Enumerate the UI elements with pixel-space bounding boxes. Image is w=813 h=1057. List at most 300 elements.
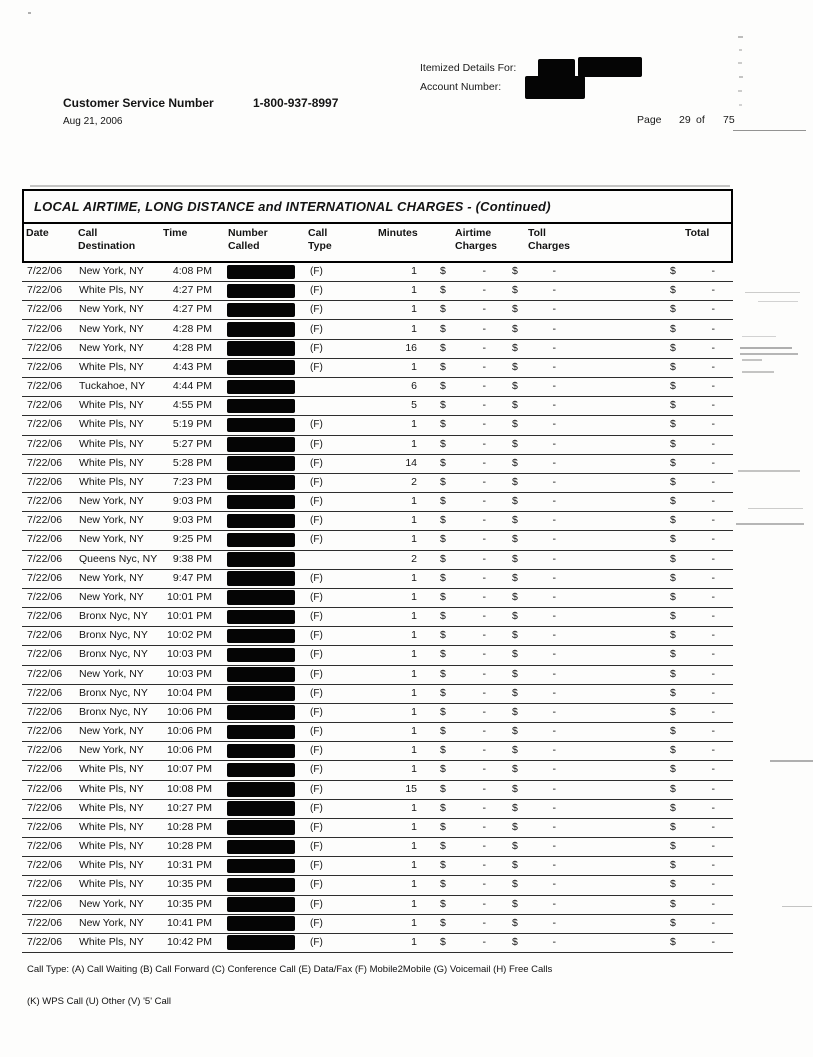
page-number: 29 — [679, 114, 691, 126]
row-total-currency: $ — [670, 610, 676, 623]
row-minutes: 16 — [405, 341, 417, 354]
row-date: 7/22/06 — [27, 801, 63, 814]
row-total-currency: $ — [670, 667, 676, 680]
row-toll-currency: $ — [512, 897, 518, 910]
row-toll-currency: $ — [512, 284, 518, 297]
row-airtime-currency: $ — [440, 341, 446, 354]
table-row — [22, 378, 733, 397]
row-date: 7/22/06 — [27, 897, 63, 910]
row-total-amount: - — [711, 360, 715, 373]
row-total-amount: - — [711, 916, 715, 929]
scan-tick — [738, 90, 742, 92]
table-column-headers — [24, 224, 731, 260]
row-total-amount: - — [711, 380, 715, 393]
row-total-currency: $ — [670, 533, 676, 546]
row-airtime-amount: - — [482, 590, 486, 603]
row-call-type: (F) — [310, 917, 323, 929]
scan-mark — [738, 470, 800, 472]
row-total-currency: $ — [670, 495, 676, 508]
table-row — [22, 455, 733, 474]
row-time: 10:08 PM — [167, 782, 212, 795]
row-total-amount: - — [711, 782, 715, 795]
row-call-destination: New York, NY — [79, 725, 144, 738]
row-call-destination: White Pls, NY — [79, 859, 144, 872]
col-header-airtime-charges: Airtime Charges — [455, 227, 498, 252]
col-header-minutes: Minutes — [378, 227, 418, 239]
redaction-box-number-called — [227, 552, 295, 567]
scan-mark — [770, 760, 813, 762]
row-airtime-amount: - — [482, 437, 486, 450]
table-row — [22, 800, 733, 819]
row-call-type: (F) — [310, 668, 323, 680]
row-airtime-currency: $ — [440, 648, 446, 661]
row-call-type: (F) — [310, 841, 323, 853]
table-row — [22, 416, 733, 435]
row-toll-amount: - — [552, 571, 556, 584]
row-call-destination: New York, NY — [79, 744, 144, 757]
row-date: 7/22/06 — [27, 418, 63, 431]
row-call-destination: White Pls, NY — [79, 360, 144, 373]
table-row — [22, 474, 733, 493]
redaction-box-number-called — [227, 380, 295, 395]
row-total-currency: $ — [670, 686, 676, 699]
row-airtime-currency: $ — [440, 859, 446, 872]
row-time: 10:42 PM — [167, 935, 212, 948]
row-toll-currency: $ — [512, 782, 518, 795]
row-minutes: 15 — [405, 782, 417, 795]
row-call-type: (F) — [310, 591, 323, 603]
row-total-amount: - — [711, 667, 715, 680]
row-airtime-currency: $ — [440, 820, 446, 833]
row-date: 7/22/06 — [27, 341, 63, 354]
row-date: 7/22/06 — [27, 859, 63, 872]
row-total-currency: $ — [670, 629, 676, 642]
row-airtime-currency: $ — [440, 590, 446, 603]
row-toll-amount: - — [552, 533, 556, 546]
row-total-currency: $ — [670, 840, 676, 853]
row-toll-amount: - — [552, 322, 556, 335]
row-airtime-amount: - — [482, 725, 486, 738]
row-toll-currency: $ — [512, 590, 518, 603]
row-time: 7:23 PM — [172, 475, 212, 488]
row-total-currency: $ — [670, 322, 676, 335]
row-minutes: 1 — [411, 284, 417, 297]
account-number-label: Account Number: — [420, 81, 502, 93]
redaction-box-number-called — [227, 418, 295, 433]
table-row — [22, 666, 733, 685]
row-airtime-amount: - — [482, 648, 486, 661]
row-toll-currency: $ — [512, 820, 518, 833]
table-row — [22, 321, 733, 340]
row-date: 7/22/06 — [27, 303, 63, 316]
row-toll-currency: $ — [512, 475, 518, 488]
row-call-type: (F) — [310, 879, 323, 891]
row-call-destination: New York, NY — [79, 590, 144, 603]
row-minutes: 1 — [411, 648, 417, 661]
redaction-box-number-called — [227, 437, 295, 452]
row-total-currency: $ — [670, 859, 676, 872]
row-minutes: 1 — [411, 878, 417, 891]
row-toll-amount: - — [552, 744, 556, 757]
call-type-legend-line2: (K) WPS Call (U) Other (V) '5' Call — [27, 996, 172, 1007]
row-date: 7/22/06 — [27, 878, 63, 891]
row-time: 5:19 PM — [172, 418, 212, 431]
row-airtime-currency: $ — [440, 399, 446, 412]
row-airtime-currency: $ — [440, 686, 446, 699]
table-rows — [22, 263, 733, 955]
row-toll-amount: - — [552, 629, 556, 642]
row-total-currency: $ — [670, 763, 676, 776]
page-label: Page — [637, 114, 662, 126]
row-airtime-currency: $ — [440, 495, 446, 508]
row-total-amount: - — [711, 705, 715, 718]
row-total-amount: - — [711, 456, 715, 469]
row-total-currency: $ — [670, 514, 676, 527]
row-call-type: (F) — [310, 783, 323, 795]
row-total-amount: - — [711, 590, 715, 603]
row-toll-amount: - — [552, 610, 556, 623]
row-toll-currency: $ — [512, 456, 518, 469]
row-call-destination: White Pls, NY — [79, 399, 144, 412]
scan-tick — [739, 104, 742, 106]
row-total-amount: - — [711, 533, 715, 546]
row-total-currency: $ — [670, 418, 676, 431]
row-airtime-currency: $ — [440, 265, 446, 277]
row-total-amount: - — [711, 399, 715, 412]
row-total-currency: $ — [670, 820, 676, 833]
row-call-type: (F) — [310, 457, 323, 469]
row-minutes: 1 — [411, 705, 417, 718]
row-toll-amount: - — [552, 265, 556, 277]
row-call-type: (F) — [310, 266, 323, 277]
redaction-box-number-called — [227, 935, 295, 950]
row-airtime-amount: - — [482, 744, 486, 757]
row-toll-currency: $ — [512, 303, 518, 316]
row-minutes: 2 — [411, 475, 417, 488]
row-call-destination: New York, NY — [79, 897, 144, 910]
row-minutes: 1 — [411, 916, 417, 929]
row-total-amount: - — [711, 686, 715, 699]
table-row — [22, 589, 733, 608]
row-call-destination: New York, NY — [79, 667, 144, 680]
row-date: 7/22/06 — [27, 495, 63, 508]
row-total-currency: $ — [670, 648, 676, 661]
row-toll-currency: $ — [512, 341, 518, 354]
table-row — [22, 704, 733, 723]
row-toll-amount: - — [552, 437, 556, 450]
row-toll-currency: $ — [512, 514, 518, 527]
row-total-amount: - — [711, 303, 715, 316]
scan-mark — [740, 347, 792, 349]
table-row — [22, 570, 733, 589]
row-time: 4:55 PM — [172, 399, 212, 412]
table-row — [22, 857, 733, 876]
row-time: 4:28 PM — [172, 322, 212, 335]
row-toll-amount: - — [552, 820, 556, 833]
row-airtime-currency: $ — [440, 437, 446, 450]
row-call-type: (F) — [310, 821, 323, 833]
row-call-type: (F) — [310, 285, 323, 297]
row-total-currency: $ — [670, 475, 676, 488]
row-call-destination: White Pls, NY — [79, 456, 144, 469]
row-toll-amount: - — [552, 897, 556, 910]
row-total-amount: - — [711, 610, 715, 623]
row-airtime-currency: $ — [440, 456, 446, 469]
row-toll-currency: $ — [512, 878, 518, 891]
row-toll-amount: - — [552, 514, 556, 527]
redaction-box-number-called — [227, 514, 295, 529]
row-date: 7/22/06 — [27, 629, 63, 642]
row-time: 10:41 PM — [167, 916, 212, 929]
row-call-destination: White Pls, NY — [79, 935, 144, 948]
row-call-type: (F) — [310, 304, 323, 316]
scan-mark — [758, 301, 798, 302]
row-airtime-currency: $ — [440, 629, 446, 642]
redaction-box-number-called — [227, 322, 295, 337]
row-airtime-amount: - — [482, 629, 486, 642]
row-minutes: 1 — [411, 514, 417, 527]
row-toll-currency: $ — [512, 648, 518, 661]
row-call-destination: White Pls, NY — [79, 284, 144, 297]
row-call-type: (F) — [310, 515, 323, 527]
redaction-box-number-called — [227, 705, 295, 720]
row-date: 7/22/06 — [27, 763, 63, 776]
redaction-box-number-called — [227, 686, 295, 701]
row-toll-currency: $ — [512, 916, 518, 929]
table-row — [22, 397, 733, 416]
col-header-toll-charges: Toll Charges — [528, 227, 571, 252]
row-time: 9:38 PM — [172, 552, 212, 565]
row-toll-currency: $ — [512, 265, 518, 277]
row-airtime-currency: $ — [440, 360, 446, 373]
row-total-amount: - — [711, 935, 715, 948]
row-call-type: (F) — [310, 572, 323, 584]
row-airtime-amount: - — [482, 878, 486, 891]
row-toll-amount: - — [552, 341, 556, 354]
row-time: 5:27 PM — [172, 437, 212, 450]
row-time: 10:27 PM — [167, 801, 212, 814]
row-minutes: 1 — [411, 686, 417, 699]
row-total-currency: $ — [670, 303, 676, 316]
row-date: 7/22/06 — [27, 380, 63, 393]
col-header-time: Time — [163, 227, 188, 239]
col-header-total: Total — [685, 227, 710, 239]
row-date: 7/22/06 — [27, 399, 63, 412]
row-airtime-currency: $ — [440, 571, 446, 584]
table-header-box — [22, 189, 733, 263]
row-time: 10:06 PM — [167, 705, 212, 718]
redaction-box-number-called — [227, 456, 295, 471]
row-minutes: 1 — [411, 303, 417, 316]
page-total: 75 — [723, 114, 735, 126]
redaction-box-number-called — [227, 590, 295, 605]
col-header-date: Date — [26, 227, 49, 239]
row-call-destination: New York, NY — [79, 322, 144, 335]
row-date: 7/22/06 — [27, 840, 63, 853]
redaction-box-number-called — [227, 571, 295, 586]
row-toll-amount: - — [552, 648, 556, 661]
row-minutes: 2 — [411, 552, 417, 565]
row-total-currency: $ — [670, 916, 676, 929]
row-airtime-currency: $ — [440, 763, 446, 776]
row-date: 7/22/06 — [27, 552, 63, 565]
row-date: 7/22/06 — [27, 820, 63, 833]
row-total-amount: - — [711, 763, 715, 776]
row-total-amount: - — [711, 859, 715, 872]
row-total-amount: - — [711, 437, 715, 450]
row-toll-currency: $ — [512, 610, 518, 623]
row-airtime-amount: - — [482, 763, 486, 776]
row-total-currency: $ — [670, 801, 676, 814]
row-time: 10:02 PM — [167, 629, 212, 642]
row-airtime-currency: $ — [440, 705, 446, 718]
row-toll-currency: $ — [512, 552, 518, 565]
row-total-amount: - — [711, 629, 715, 642]
row-date: 7/22/06 — [27, 744, 63, 757]
row-minutes: 1 — [411, 629, 417, 642]
col-header-number-called: Number Called — [228, 227, 268, 252]
table-row — [22, 915, 733, 934]
row-toll-amount: - — [552, 475, 556, 488]
row-total-currency: $ — [670, 725, 676, 738]
row-total-amount: - — [711, 801, 715, 814]
scan-mark — [742, 359, 762, 361]
row-minutes: 1 — [411, 418, 417, 431]
row-toll-amount: - — [552, 303, 556, 316]
redaction-box-number-called — [227, 284, 295, 299]
redaction-box-number-called — [227, 629, 295, 644]
row-date: 7/22/06 — [27, 705, 63, 718]
row-time: 10:03 PM — [167, 648, 212, 661]
row-call-type: (F) — [310, 764, 323, 776]
row-toll-currency: $ — [512, 744, 518, 757]
table-row — [22, 781, 733, 800]
table-row — [22, 493, 733, 512]
row-date: 7/22/06 — [27, 514, 63, 527]
row-airtime-amount: - — [482, 360, 486, 373]
row-total-amount: - — [711, 341, 715, 354]
col-header-destination: Call Destination — [78, 227, 136, 252]
row-date: 7/22/06 — [27, 590, 63, 603]
row-minutes: 1 — [411, 571, 417, 584]
row-airtime-amount: - — [482, 514, 486, 527]
row-airtime-amount: - — [482, 341, 486, 354]
row-call-destination: New York, NY — [79, 571, 144, 584]
row-call-type: (F) — [310, 936, 323, 948]
scan-mark — [736, 523, 804, 525]
table-row — [22, 896, 733, 915]
row-date: 7/22/06 — [27, 322, 63, 335]
row-minutes: 1 — [411, 495, 417, 508]
row-total-amount: - — [711, 840, 715, 853]
row-airtime-amount: - — [482, 610, 486, 623]
row-date: 7/22/06 — [27, 265, 63, 277]
row-total-currency: $ — [670, 935, 676, 948]
row-toll-amount: - — [552, 360, 556, 373]
row-minutes: 1 — [411, 859, 417, 872]
row-call-type: (F) — [310, 802, 323, 814]
scan-mark — [745, 292, 800, 293]
row-minutes: 14 — [405, 456, 417, 469]
row-airtime-currency: $ — [440, 801, 446, 814]
row-time: 10:03 PM — [167, 667, 212, 680]
row-minutes: 1 — [411, 725, 417, 738]
row-call-destination: New York, NY — [79, 514, 144, 527]
row-call-type: (F) — [310, 611, 323, 623]
row-call-type: (F) — [310, 438, 323, 450]
row-time: 4:28 PM — [172, 341, 212, 354]
table-row — [22, 301, 733, 320]
row-toll-amount: - — [552, 399, 556, 412]
row-toll-amount: - — [552, 284, 556, 297]
row-total-currency: $ — [670, 341, 676, 354]
table-row — [22, 282, 733, 301]
redaction-box-number-called — [227, 341, 295, 356]
table-row — [22, 838, 733, 857]
row-toll-amount: - — [552, 916, 556, 929]
row-toll-currency: $ — [512, 571, 518, 584]
row-time: 9:47 PM — [172, 571, 212, 584]
row-call-destination: Bronx Nyc, NY — [79, 610, 148, 623]
redaction-box-number-called — [227, 897, 295, 912]
row-toll-amount: - — [552, 686, 556, 699]
row-date: 7/22/06 — [27, 610, 63, 623]
row-call-type: (F) — [310, 745, 323, 757]
row-toll-amount: - — [552, 763, 556, 776]
row-call-destination: New York, NY — [79, 303, 144, 316]
redaction-box-number-called — [227, 878, 295, 893]
row-total-amount: - — [711, 725, 715, 738]
row-total-amount: - — [711, 744, 715, 757]
row-time: 10:35 PM — [167, 897, 212, 910]
row-toll-currency: $ — [512, 399, 518, 412]
row-total-amount: - — [711, 418, 715, 431]
row-call-destination: Bronx Nyc, NY — [79, 648, 148, 661]
table-row — [22, 761, 733, 780]
row-date: 7/22/06 — [27, 782, 63, 795]
row-call-destination: Bronx Nyc, NY — [79, 705, 148, 718]
redaction-box-number-called — [227, 916, 295, 931]
row-time: 10:07 PM — [167, 763, 212, 776]
row-airtime-amount: - — [482, 782, 486, 795]
redaction-box-number-called — [227, 303, 295, 318]
row-call-destination: White Pls, NY — [79, 418, 144, 431]
row-minutes: 1 — [411, 935, 417, 948]
row-minutes: 1 — [411, 533, 417, 546]
row-airtime-amount: - — [482, 840, 486, 853]
redaction-box-number-called — [227, 495, 295, 510]
redaction-box-number-called — [227, 782, 295, 797]
row-minutes: 1 — [411, 897, 417, 910]
row-date: 7/22/06 — [27, 725, 63, 738]
row-toll-currency: $ — [512, 629, 518, 642]
row-airtime-amount: - — [482, 897, 486, 910]
row-airtime-amount: - — [482, 801, 486, 814]
row-call-type: (F) — [310, 649, 323, 661]
row-toll-amount: - — [552, 705, 556, 718]
row-date: 7/22/06 — [27, 935, 63, 948]
row-date: 7/22/06 — [27, 456, 63, 469]
row-toll-currency: $ — [512, 725, 518, 738]
row-total-currency: $ — [670, 399, 676, 412]
row-airtime-amount: - — [482, 495, 486, 508]
row-call-type: (F) — [310, 496, 323, 508]
scan-smudge-line — [30, 185, 730, 187]
row-total-currency: $ — [670, 571, 676, 584]
row-airtime-amount: - — [482, 399, 486, 412]
row-call-type: (F) — [310, 898, 323, 910]
row-call-type: (F) — [310, 419, 323, 431]
